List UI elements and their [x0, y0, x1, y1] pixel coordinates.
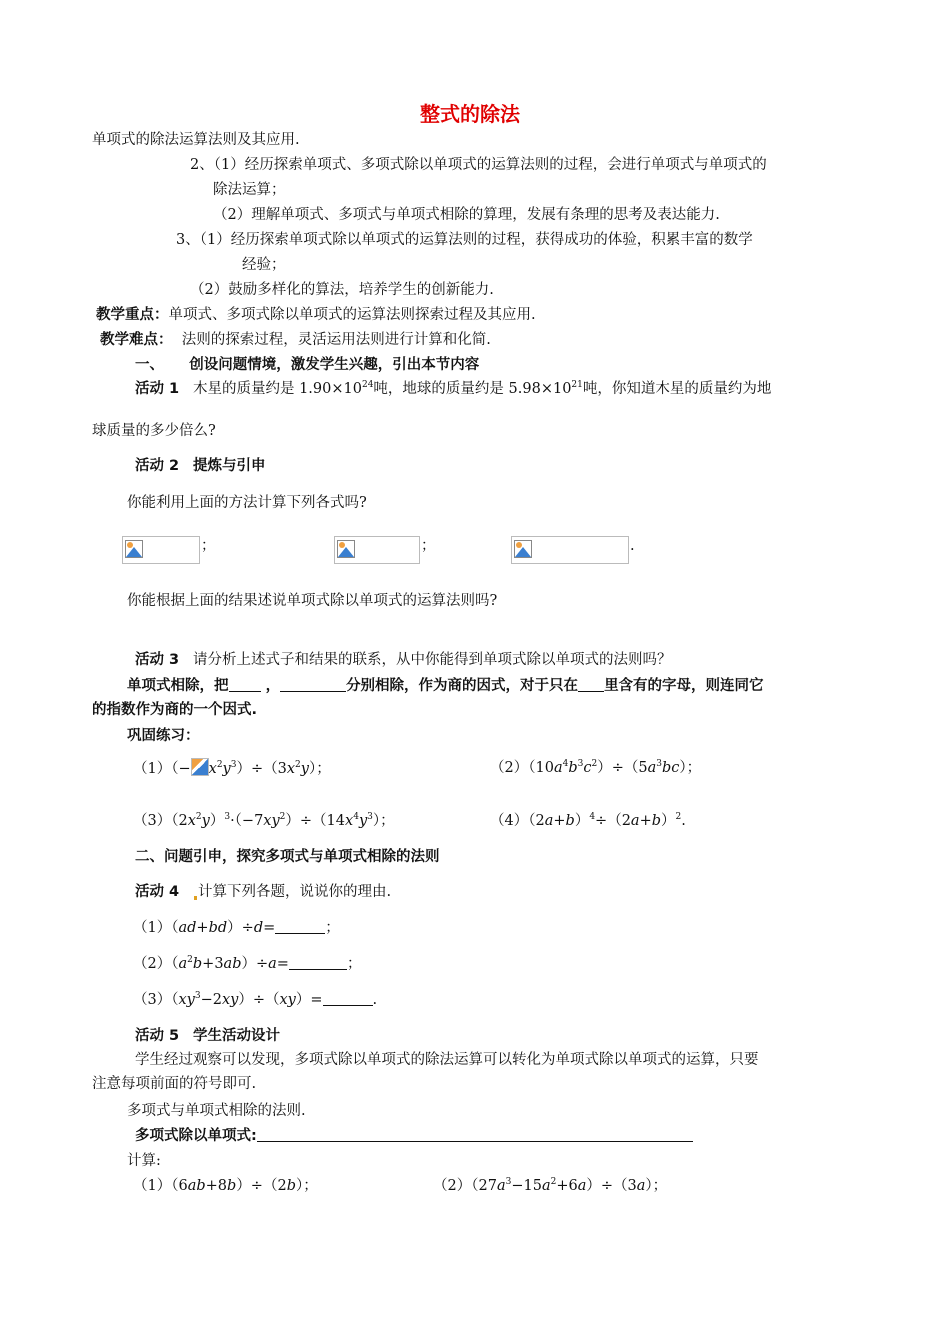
activity-5-heading: 活动 5 学生活动设计 [135, 1028, 280, 1044]
activity-5-rule-intro: 多项式与单项式相除的法则. [127, 1103, 306, 1119]
practice-4: $(4)(2a+b)^4\div(2a+b)^2$. [490, 812, 686, 829]
practice-heading: 巩固练习： [127, 728, 200, 744]
objective-3-2: （2）鼓励多样化的算法，培养学生的创新能力. [190, 282, 494, 298]
difficulty-label: 教学难点： [100, 332, 173, 348]
activity-5-para-cont: 注意每项前面的符号即可. [92, 1076, 257, 1092]
objective-3-1: 3、（1）经历探索单项式除以单项式的运算法则的过程，获得成功的体验，积累丰富的数学 [176, 232, 753, 248]
calc-heading: 计算: [127, 1153, 161, 1169]
objective-line: 单项式的除法运算法则及其应用. [92, 132, 300, 148]
division-rule-cont: 的指数作为商的一个因式. [92, 702, 258, 718]
separator: ； [201, 538, 216, 554]
key-point-text: 单项式、多项式除以单项式的运算法则探索过程及其应用. [168, 307, 536, 323]
edit-mark-icon [194, 896, 197, 900]
division-rule: 单项式相除，把 ， 分别相除，作为商的因式，对于只在 里含有的字母，则连同它 [127, 678, 764, 694]
activity-4-q1: （1）（ad+bd）÷d= ； [133, 920, 340, 936]
activity-4-q3: $(3)(xy^3-2xy)\div(xy)=$ . [133, 991, 378, 1008]
separator: ； [421, 538, 436, 554]
broken-image-icon [337, 540, 355, 558]
difficulty-text: 法则的探索过程，灵活运用法则进行计算和化简. [181, 332, 491, 348]
objective-2-1: 2、（1）经历探索单项式、多项式除以单项式的运算法则的过程，会进行单项式与单项式的 [190, 157, 767, 173]
key-point [96, 305, 536, 325]
activity-5-para: 学生经过观察可以发现，多项式除以单项式的除法运算可以转化为单项式除以单项式的运算，只要 [135, 1052, 759, 1068]
section-2-heading: 二、问题引申，探究多项式与单项式相除的法则 [135, 849, 440, 865]
polynomial-rule: 多项式除以单项式: [135, 1126, 693, 1146]
activity-1-label: 活动 1 [135, 381, 180, 397]
objective-2-2: （2）理解单项式、多项式与单项式相除的算理，发展有条理的思考及表达能力. [213, 207, 720, 223]
formula-image-3 [511, 536, 629, 564]
page-title: 整式的除法 [420, 102, 520, 126]
section-1-heading: 一、 创设问题情境，激发学生兴趣，引出本节内容 [135, 357, 480, 373]
calc-2: $(2)(27a^3-15a^2+6a)\div(3a)$； [433, 1177, 668, 1194]
practice-1: $(1)(- x^2y^3)\div(3x^2y)$； [133, 760, 331, 777]
activity-2-question: 你能利用上面的方法计算下列各式吗? [127, 495, 367, 511]
activity-1-cont: 球质量的多少倍么? [92, 423, 216, 439]
calc-1: （1）（6ab+8b）÷（2b）； [133, 1178, 318, 1194]
practice-3: $(3)(2x^2y)^3\cdot(-7xy^2)\div(14x^4y^3)$； [133, 812, 395, 829]
practice-2: $(2)(10a^4b^3c^2)\div(5a^3bc)$； [490, 759, 702, 776]
broken-image-icon [191, 758, 209, 776]
activity-2-question-2: 你能根据上面的结果述说单项式除以单项式的运算法则吗? [127, 593, 498, 609]
formula-image-1 [122, 536, 200, 564]
activity-2-heading: 活动 2 提炼与引申 [135, 458, 266, 474]
objective-2-1-cont: 除法运算； [213, 182, 286, 198]
formula-image-2 [334, 536, 420, 564]
activity-1: 活动 1 木星的质量约是 $1.90\times 10^{24}$吨，地球的质量约是 $5.98\times 10^{21}$吨，你知道木星的质量约为地 [135, 380, 772, 397]
objective-3-1-cont: 经验； [242, 257, 286, 273]
broken-image-icon [514, 540, 532, 558]
key-point-label: 教学重点： [96, 307, 169, 323]
separator: . [630, 538, 635, 554]
difficulty [100, 330, 491, 350]
broken-image-icon [125, 540, 143, 558]
activity-4-q2: $(2)(a^2b+3ab)\div a=$ ； [133, 955, 362, 972]
activity-4: 活动 4 计算下列各题，说说你的理由. [135, 884, 392, 900]
activity-3: 活动 3 请分析上述式子和结果的联系，从中你能得到单项式除以单项式的法则吗？ [135, 652, 672, 668]
